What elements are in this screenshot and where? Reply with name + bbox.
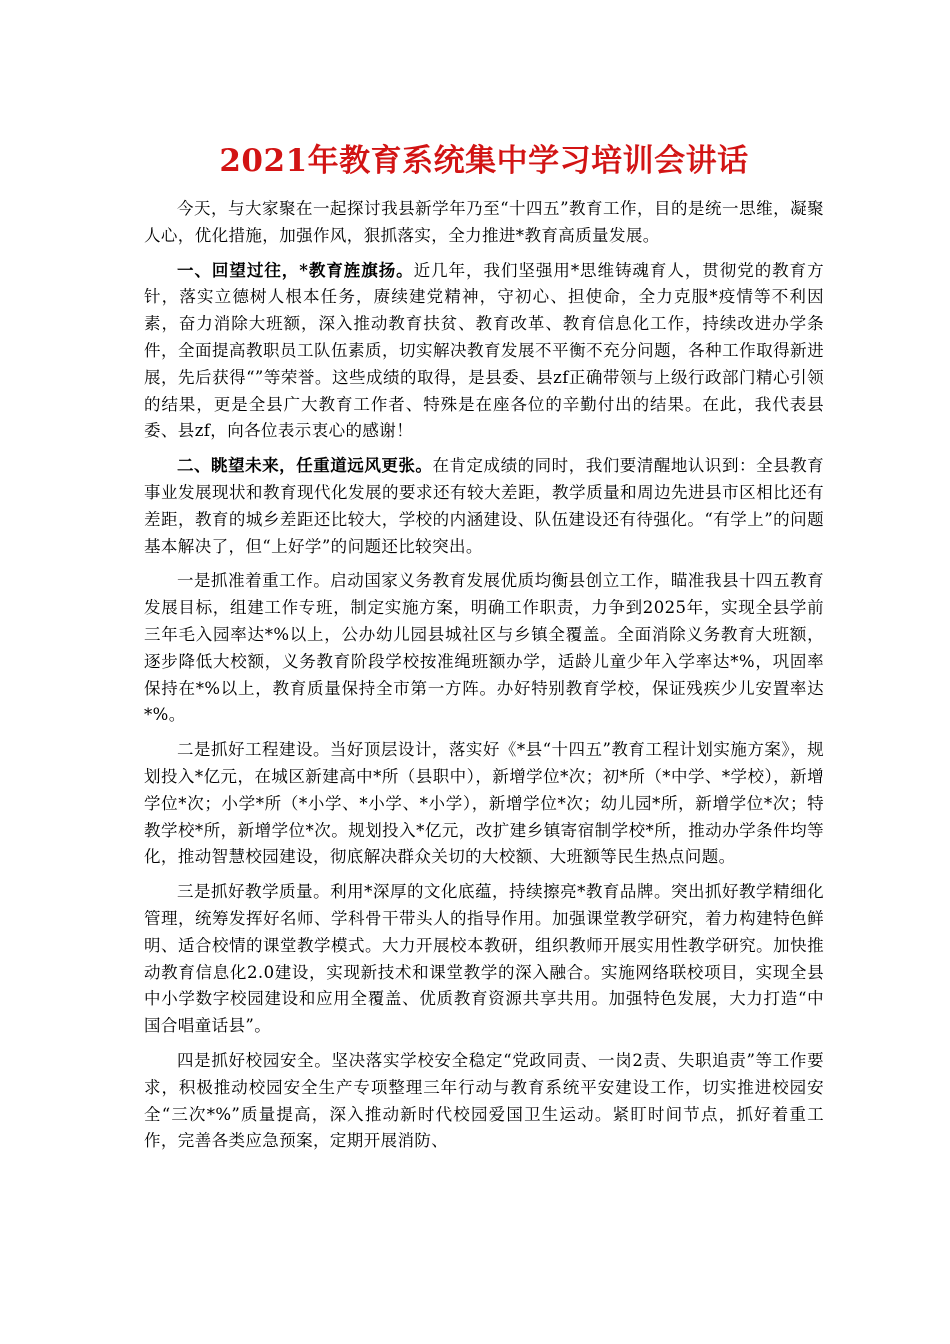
section-2-paragraph: [144, 453, 824, 560]
point-2-paragraph: 二是抓好工程建设。当好顶层设计，落实好《*县“十四五”教育工程计划实施方案》，规划投入*亿元，在城区新建高中*所（县职中），新增学位*次；初*所（*中学、*学校），新增学位*次；小学*所（*小学、*小学、*小学），新增学位*次；幼儿园*所，新增学位*次；特教学校*所，新增学位*次。规划投入*亿元，改扩建乡镇寄宿制学校*所，推动办学条件均等化，推动智慧校园建设，彻底解决群众关切的大校额、大班额等民生热点问题。: [144, 740, 824, 867]
section-2-text: 在肯定成绩的同时，我们要清醒地认识到：全县教育事业发展现状和教育现代化发展的要求还有较大差距，教学质量和周边先进县市区相比还有差距，教育的城乡差距还比较大，学校的内涵建设、队伍建设还有待强化。“有学上”的问题基本解决了，但“上好学”的问题还比较突出。: [144, 456, 825, 556]
section-1-paragraph: [144, 258, 824, 446]
document-page: [144, 140, 824, 1163]
intro-paragraph: 今天，与大家聚在一起探讨我县新学年乃至“十四五”教育工作，目的是统一思维，凝聚人心，优化措施，加强作风，狠抓落实，全力推进*教育高质量发展。: [144, 199, 824, 245]
document-title: 2021年教育系统集中学习培训会讲话: [219, 143, 749, 179]
section-2-heading: 二、眺望未来，任重道远风更张。: [177, 456, 433, 476]
point-1-paragraph: 一是抓准着重工作。启动国家义务教育发展优质均衡县创立工作，瞄准我县十四五教育发展目标，组建工作专班，制定实施方案，明确工作职责，力争到2025年，实现全县学前三年毛入园率达*%以上，公办幼儿园县城社区与乡镇全覆盖。全面消除义务教育大班额，逐步降低大校额，义务教育阶段学校按准绳班额办学，适龄儿童少年入学率达*%，巩固率保持在*%以上，教育质量保持全市第一方阵。办好特别教育学校，保证残疾少儿安置率达*%。: [144, 571, 824, 725]
point-4-paragraph: 四是抓好校园安全。坚决落实学校安全稳定“党政同责、一岗2责、失职追责”等工作要求，积极推动校园安全生产专项整理三年行动与教育系统平安建设工作，切实推进校园安全“三次*%”质量提高，深入推动新时代校园爱国卫生运动。紧盯时间节点，抓好着重工作，完善各类应急预案，定期开展消防、: [144, 1050, 824, 1151]
section-1-text: 近几年，我们坚强用*思维铸魂育人，贯彻党的教育方针，落实立德树人根本任务，赓续建党精神，守初心、担使命，全力克服*疫情等不利因素，奋力消除大班额，深入推动教育扶贫、教育改革、教育信息化工作，持续改进办学条件，全面提高教职员工队伍素质，切实解决教育发展不平衡不充分问题，各种工作取得新进展，先后获得“”等荣誉。这些成绩的取得，是县委、县zf正确带领与上级行政部门精心引领的结果，更是全县广大教育工作者、特殊是在座各位的辛勤付出的结果。在此，我代表县委、县zf，向各位表示衷心的感谢！: [144, 260, 824, 441]
point-3-paragraph: 三是抓好教学质量。利用*深厚的文化底蕴，持续擦亮*教育品牌。突出抓好教学精细化管理，统筹发挥好名师、学科骨干带头人的指导作用。加强课堂教学研究，着力构建特色鲜明、适合校情的课堂教学模式。大力开展校本教研，组织教师开展实用性教学研究。加快推动教育信息化2.0建设，实现新技术和课堂教学的深入融合。实施网络联校项目，实现全县中小学数字校园建设和应用全覆盖、优质教育资源共享共用。加强特色发展，大力打造“中国合唱童话县”。: [144, 882, 824, 1036]
section-1-heading: 一、回望过往，*教育旌旗扬。: [177, 260, 414, 280]
